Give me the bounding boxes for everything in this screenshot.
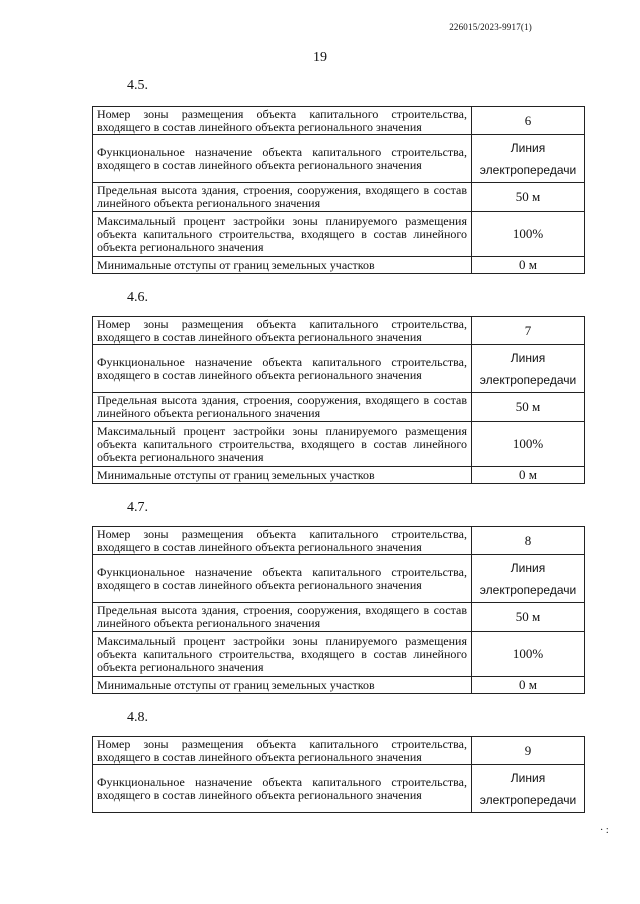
- function-value: Линия электропередачи: [472, 345, 585, 393]
- table-row: [93, 765, 585, 813]
- section-label: 4.8.: [127, 710, 148, 725]
- margin-mark: · :: [600, 825, 609, 836]
- min-setback-value: 0 м: [472, 257, 585, 274]
- table-row: [93, 677, 585, 694]
- zone-number-label: Номер зоны размещения объекта капитального строительства, входящего в состав линейного объекта регионального значения: [93, 107, 472, 135]
- function-label: Функциональное назначение объекта капитального строительства, входящего в состав линейного объекта регионального значения: [93, 765, 472, 813]
- max-coverage-label: Максимальный процент застройки зоны планируемого размещения объекта капитального строительства, входящего в состав линейного объекта регионального значения: [93, 212, 472, 257]
- table-row: [93, 737, 585, 765]
- max-height-value: 50 м: [472, 393, 585, 422]
- zone-number-value: 6: [472, 107, 585, 135]
- section-label: 4.5.: [127, 78, 148, 93]
- table-row: [93, 257, 585, 274]
- table-row: [93, 422, 585, 467]
- section-label: 4.7.: [127, 500, 148, 515]
- max-height-value: 50 м: [472, 183, 585, 212]
- function-label: Функциональное назначение объекта капитального строительства, входящего в состав линейного объекта регионального значения: [93, 135, 472, 183]
- zone-table: [92, 526, 585, 694]
- table-row: [93, 393, 585, 422]
- table-row: [93, 212, 585, 257]
- table-row: [93, 603, 585, 632]
- table-row: [93, 135, 585, 183]
- max-height-value: 50 м: [472, 603, 585, 632]
- function-value: Линия электропередачи: [472, 135, 585, 183]
- table-row: [93, 467, 585, 484]
- table-row: [93, 527, 585, 555]
- zone-table: [92, 736, 585, 813]
- zone-number-label: Номер зоны размещения объекта капитального строительства, входящего в состав линейного объекта регионального значения: [93, 527, 472, 555]
- function-value: Линия электропередачи: [472, 765, 585, 813]
- table-row: [93, 107, 585, 135]
- table-row: [93, 345, 585, 393]
- min-setback-label: Минимальные отступы от границ земельных участков: [93, 257, 472, 274]
- page-number: 19: [313, 50, 327, 65]
- zone-table: [92, 106, 585, 274]
- max-coverage-value: 100%: [472, 212, 585, 257]
- max-height-label: Предельная высота здания, строения, сооружения, входящего в состав линейного объекта регионального значения: [93, 183, 472, 212]
- table-row: [93, 632, 585, 677]
- zone-number-value: 8: [472, 527, 585, 555]
- function-label: Функциональное назначение объекта капитального строительства, входящего в состав линейного объекта регионального значения: [93, 555, 472, 603]
- max-coverage-label: Максимальный процент застройки зоны планируемого размещения объекта капитального строительства, входящего в состав линейного объекта регионального значения: [93, 422, 472, 467]
- function-value: Линия электропередачи: [472, 555, 585, 603]
- document-number: 226015/2023-9917(1): [449, 22, 532, 32]
- min-setback-label: Минимальные отступы от границ земельных участков: [93, 677, 472, 694]
- section-label: 4.6.: [127, 290, 148, 305]
- table-row: [93, 183, 585, 212]
- min-setback-value: 0 м: [472, 467, 585, 484]
- max-coverage-value: 100%: [472, 632, 585, 677]
- zone-number-value: 7: [472, 317, 585, 345]
- max-coverage-label: Максимальный процент застройки зоны планируемого размещения объекта капитального строительства, входящего в состав линейного объекта регионального значения: [93, 632, 472, 677]
- max-height-label: Предельная высота здания, строения, сооружения, входящего в состав линейного объекта регионального значения: [93, 393, 472, 422]
- table-row: [93, 317, 585, 345]
- max-height-label: Предельная высота здания, строения, сооружения, входящего в состав линейного объекта регионального значения: [93, 603, 472, 632]
- zone-number-label: Номер зоны размещения объекта капитального строительства, входящего в состав линейного объекта регионального значения: [93, 317, 472, 345]
- table-row: [93, 555, 585, 603]
- function-label: Функциональное назначение объекта капитального строительства, входящего в состав линейного объекта регионального значения: [93, 345, 472, 393]
- zone-number-label: Номер зоны размещения объекта капитального строительства, входящего в состав линейного объекта регионального значения: [93, 737, 472, 765]
- min-setback-value: 0 м: [472, 677, 585, 694]
- zone-number-value: 9: [472, 737, 585, 765]
- zone-table: [92, 316, 585, 484]
- max-coverage-value: 100%: [472, 422, 585, 467]
- min-setback-label: Минимальные отступы от границ земельных участков: [93, 467, 472, 484]
